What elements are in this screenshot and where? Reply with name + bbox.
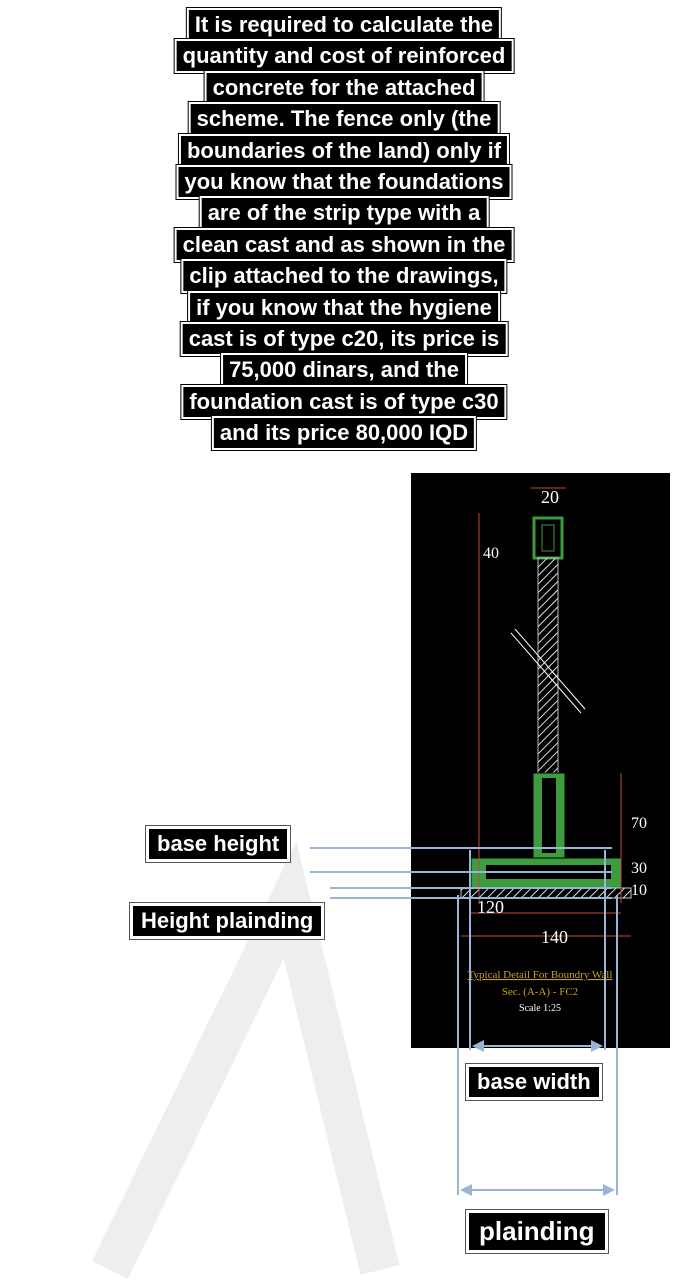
caption-section: Sec. (A-A) - FC2 [501, 986, 579, 998]
label-height-plainding: Height plainding [130, 903, 324, 939]
question-line: you know that the foundations [177, 165, 512, 199]
caption-scale: Scale 1:25 [519, 1003, 561, 1014]
question-line: clip attached to the drawings, [181, 259, 506, 293]
label-base-height: base height [146, 826, 290, 862]
boundary-wall-section-svg [411, 473, 670, 1048]
dim-column-size: 40 [483, 545, 499, 562]
plainding-arrow-right-head [603, 1184, 615, 1196]
cad-drawing-panel [411, 473, 670, 1048]
question-line: cast is of type c20, its price is [181, 322, 508, 356]
dim-base-width: 120 [477, 897, 504, 917]
question-line: are of the strip type with a [200, 196, 489, 230]
question-line: 75,000 dinars, and the [221, 353, 467, 387]
neck-core [542, 778, 556, 853]
label-base-width: base width [466, 1064, 602, 1100]
caption-title: Typical Detail For Boundry Wall [467, 969, 613, 981]
question-line: quantity and cost of reinforced [175, 39, 514, 73]
question-line: concrete for the attached [205, 71, 484, 105]
dim-blinding-width: 140 [541, 927, 568, 947]
watermark-letter [110, 900, 380, 1270]
question-line: boundaries of the land) only if [179, 134, 509, 168]
column-core [542, 525, 554, 551]
dim-base-height: 30 [631, 860, 647, 877]
question-line: foundation cast is of type c30 [181, 385, 506, 419]
plainding-arrow-left-head [460, 1184, 472, 1196]
footing-core [486, 865, 611, 879]
dim-wall-thickness: 20 [541, 487, 559, 507]
dim-blinding-thickness: 10 [631, 882, 647, 899]
dim-neck-height: 70 [631, 815, 647, 832]
label-plainding: plainding [466, 1210, 608, 1253]
question-line: if you know that the hygiene [188, 291, 500, 325]
question-line: clean cast and as shown in the [175, 228, 514, 262]
brick-wall [538, 558, 558, 773]
question-line: and its price 80,000 IQD [212, 416, 476, 450]
question-line: scheme. The fence only (the [189, 102, 500, 136]
question-line: It is required to calculate the [187, 8, 501, 42]
